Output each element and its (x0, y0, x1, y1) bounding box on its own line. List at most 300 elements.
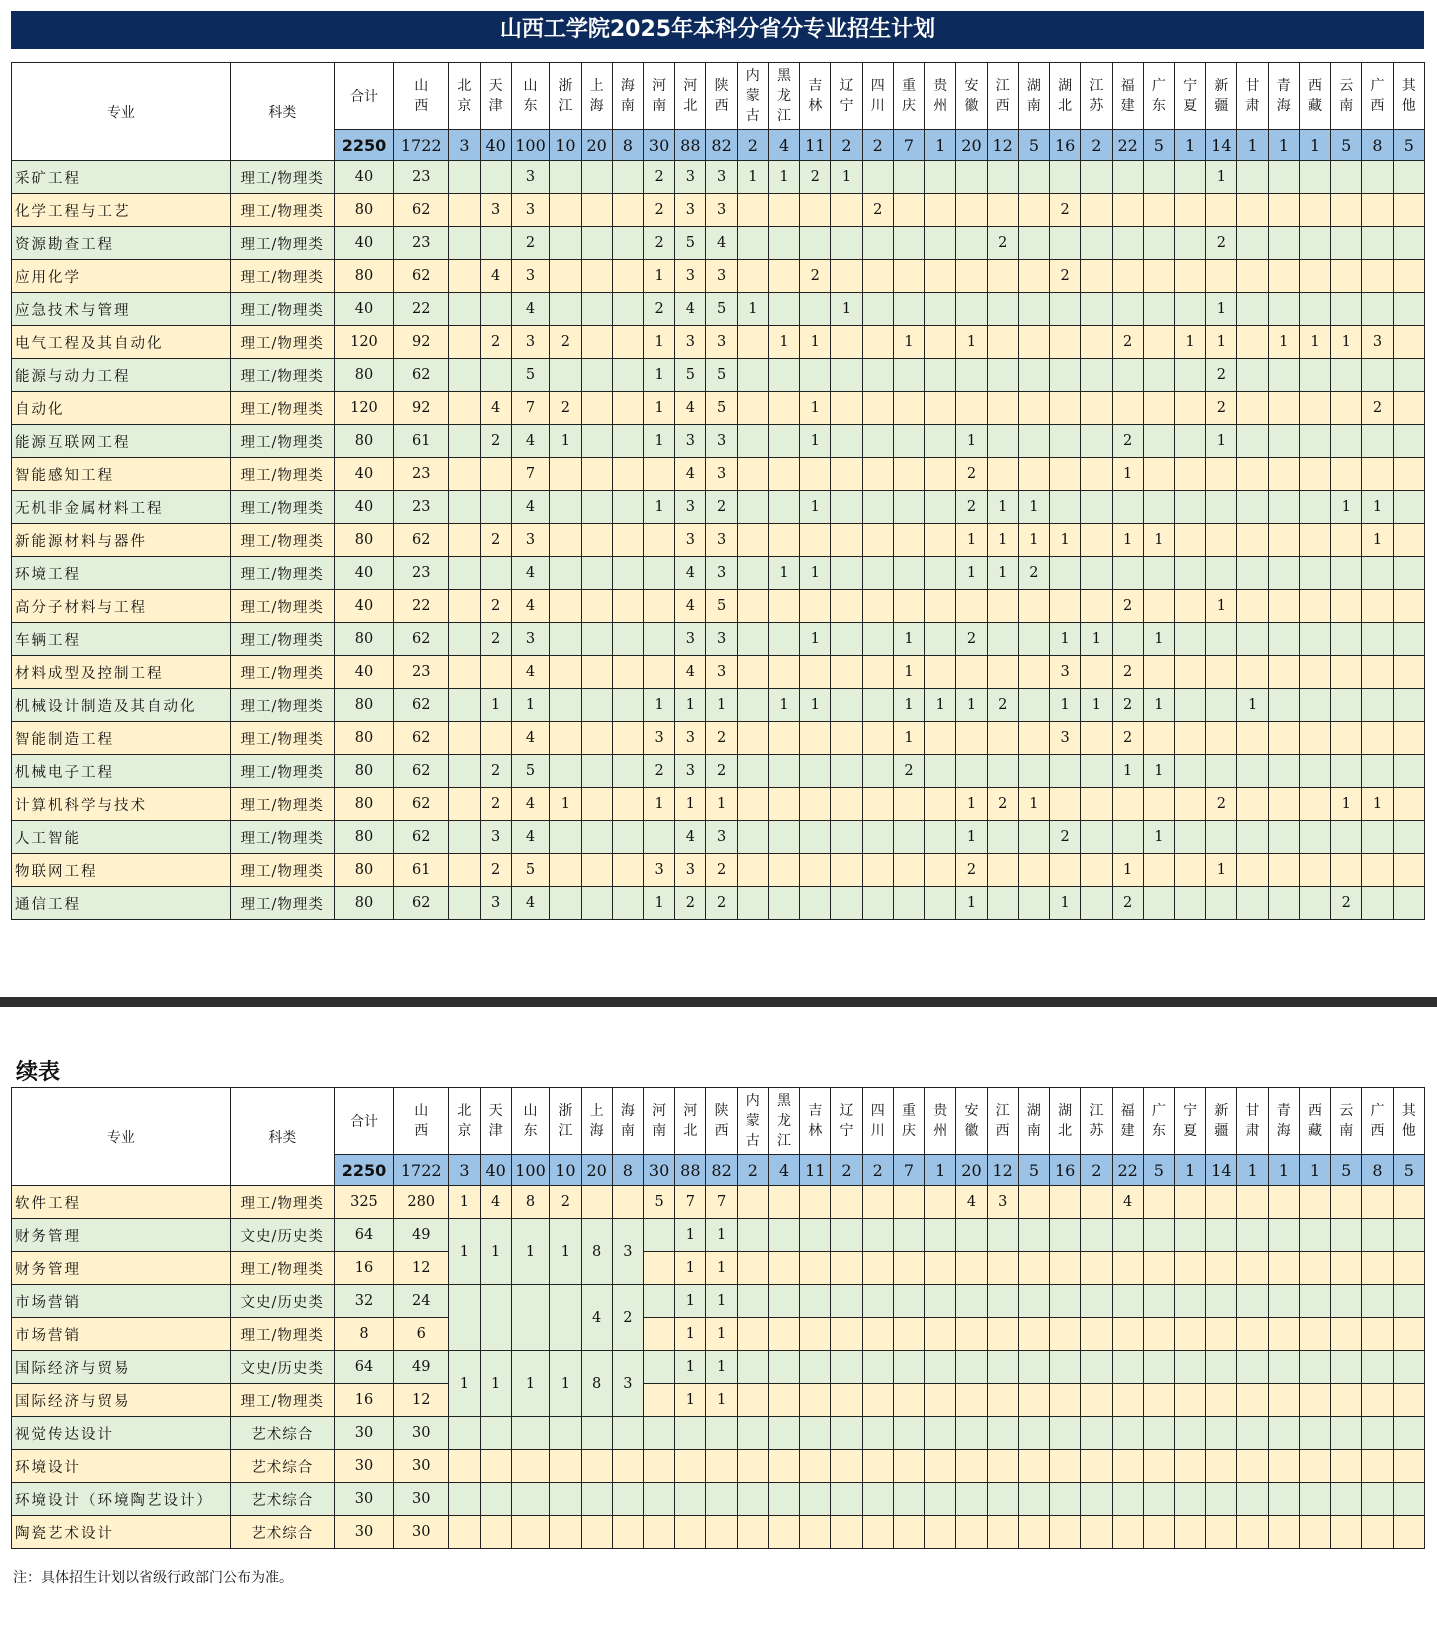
cell-province-27 (1268, 854, 1299, 887)
cell-province-16 (925, 1516, 956, 1549)
cell-province-22 (1112, 491, 1143, 524)
cell-category: 理工/物理类 (230, 722, 334, 755)
cell-province-10 (737, 821, 768, 854)
cell-province-8: 3 (675, 755, 706, 788)
totals-province-21: 2 (1081, 130, 1112, 161)
cell-province-1 (449, 656, 480, 689)
cell-province-29 (1331, 821, 1362, 854)
cell-province-11 (768, 1252, 799, 1285)
cell-province-30 (1362, 260, 1393, 293)
cell-major: 自动化 (12, 392, 231, 425)
cell-province-31 (1393, 1351, 1424, 1384)
cell-province-18: 2 (987, 689, 1018, 722)
cell-province-11 (768, 392, 799, 425)
totals-grand: 2250 (334, 1155, 393, 1186)
cell-major: 新能源材料与器件 (12, 524, 231, 557)
cell-province-29 (1331, 1318, 1362, 1351)
cell-province-10 (737, 788, 768, 821)
cell-province-3 (511, 1450, 550, 1483)
cell-province-19: 1 (1018, 788, 1049, 821)
cell-province-5 (581, 590, 612, 623)
cell-province-28 (1299, 425, 1330, 458)
cell-province-23 (1143, 1516, 1174, 1549)
page-title: 山西工学院2025年本科分省分专业招生计划 (11, 11, 1424, 49)
cell-province-7 (643, 1483, 674, 1516)
cell-province-29 (1331, 293, 1362, 326)
table-row (12, 524, 1425, 557)
cell-province-27 (1268, 1450, 1299, 1483)
cell-province-27 (1268, 524, 1299, 557)
cell-province-0: 62 (394, 689, 449, 722)
cell-province-16 (925, 887, 956, 920)
cell-province-16 (925, 1186, 956, 1219)
cell-province-19 (1018, 755, 1049, 788)
totals-province-4: 10 (550, 130, 581, 161)
cell-province-19 (1018, 590, 1049, 623)
totals-province-5: 20 (581, 130, 612, 161)
cell-province-28 (1299, 293, 1330, 326)
header-province-15: 重 庆 (893, 1088, 924, 1155)
cell-province-21 (1081, 1450, 1112, 1483)
cell-province-21 (1081, 491, 1112, 524)
cell-province-26 (1237, 359, 1268, 392)
cell-province-24 (1174, 887, 1205, 920)
cell-province-11 (768, 194, 799, 227)
header-province-22: 福 建 (1112, 63, 1143, 130)
cell-province-12 (800, 1186, 831, 1219)
cell-province-13 (831, 326, 862, 359)
cell-province-17 (956, 1318, 987, 1351)
cell-province-31 (1393, 821, 1424, 854)
cell-province-18 (987, 194, 1018, 227)
cell-province-3 (511, 1516, 550, 1549)
cell-province-19 (1018, 1252, 1049, 1285)
table-row (12, 491, 1425, 524)
cell-province-30 (1362, 557, 1393, 590)
cell-major: 软件工程 (12, 1186, 231, 1219)
cell-province-2 (480, 293, 511, 326)
cell-province-2 (480, 359, 511, 392)
cell-province-26 (1237, 887, 1268, 920)
cell-province-22 (1112, 1285, 1143, 1318)
cell-province-2: 3 (480, 887, 511, 920)
totals-province-9: 82 (706, 130, 737, 161)
cell-province-19 (1018, 722, 1049, 755)
cell-province-2 (480, 161, 511, 194)
totals-province-18: 12 (987, 1155, 1018, 1186)
cell-province-20 (1050, 557, 1081, 590)
cell-province-17 (956, 392, 987, 425)
cell-province-17 (956, 590, 987, 623)
header-province-1: 北 京 (449, 1088, 480, 1155)
totals-province-18: 12 (987, 130, 1018, 161)
cell-province-25 (1206, 1219, 1237, 1252)
cell-province-26 (1237, 557, 1268, 590)
cell-province-22 (1112, 1516, 1143, 1549)
cell-province-21 (1081, 458, 1112, 491)
header-province-18: 江 西 (987, 63, 1018, 130)
cell-province-19 (1018, 854, 1049, 887)
cell-province-7: 1 (643, 689, 674, 722)
table-row (12, 1483, 1425, 1516)
cell-province-12: 1 (800, 326, 831, 359)
cell-province-23 (1143, 458, 1174, 491)
totals-province-13: 2 (831, 1155, 862, 1186)
totals-province-29: 5 (1331, 130, 1362, 161)
cell-province-21 (1081, 656, 1112, 689)
cell-province-31 (1393, 755, 1424, 788)
cell-province-3: 4 (511, 788, 550, 821)
cell-province-4: 1 (550, 788, 581, 821)
cell-province-7 (643, 821, 674, 854)
cell-total: 80 (334, 425, 393, 458)
cell-major: 财务管理 (12, 1252, 231, 1285)
cell-province-9: 4 (706, 227, 737, 260)
cell-province-0: 12 (394, 1384, 449, 1417)
cell-province-15 (893, 161, 924, 194)
totals-province-15: 7 (893, 1155, 924, 1186)
cell-province-12 (800, 1483, 831, 1516)
cell-province-15: 1 (893, 623, 924, 656)
cell-province-14 (862, 1252, 893, 1285)
header-province-12: 吉 林 (800, 1088, 831, 1155)
cell-province-25 (1206, 1450, 1237, 1483)
header-province-27: 青 海 (1268, 63, 1299, 130)
cell-province-24 (1174, 755, 1205, 788)
cell-province-30 (1362, 1417, 1393, 1450)
cell-major: 智能感知工程 (12, 458, 231, 491)
cell-province-31 (1393, 491, 1424, 524)
cell-province-13 (831, 821, 862, 854)
cell-province-20 (1050, 1516, 1081, 1549)
totals-province-17: 20 (956, 130, 987, 161)
cell-province-18 (987, 1219, 1018, 1252)
cell-province-2: 4 (480, 260, 511, 293)
totals-province-16: 1 (925, 1155, 956, 1186)
cell-province-14 (862, 1186, 893, 1219)
cell-province-16 (925, 194, 956, 227)
cell-province-31 (1393, 1417, 1424, 1450)
cell-province-29: 2 (1331, 887, 1362, 920)
cell-province-15 (893, 821, 924, 854)
cell-province-1 (449, 194, 480, 227)
totals-province-23: 5 (1143, 1155, 1174, 1186)
cell-province-6 (612, 293, 643, 326)
cell-province-6 (612, 1450, 643, 1483)
cell-province-10 (737, 326, 768, 359)
cell-province-24 (1174, 557, 1205, 590)
cell-province-12 (800, 1384, 831, 1417)
cell-province-28 (1299, 1483, 1330, 1516)
cell-province-22 (1112, 1384, 1143, 1417)
cell-province-29 (1331, 656, 1362, 689)
header-province-26: 甘 肃 (1237, 63, 1268, 130)
cell-province-28 (1299, 1219, 1330, 1252)
cell-province-8: 1 (675, 1384, 706, 1417)
cell-province-31 (1393, 161, 1424, 194)
table-row (12, 623, 1425, 656)
cell-province-17: 1 (956, 821, 987, 854)
cell-province-14 (862, 491, 893, 524)
cell-province-10 (737, 1450, 768, 1483)
cell-province-17: 1 (956, 887, 987, 920)
cell-total: 325 (334, 1186, 393, 1219)
cell-province-9: 2 (706, 887, 737, 920)
cell-province-9: 3 (706, 821, 737, 854)
totals-province-14: 2 (862, 1155, 893, 1186)
cell-province-30 (1362, 1450, 1393, 1483)
cell-province-16 (925, 293, 956, 326)
cell-province-5 (581, 491, 612, 524)
cell-province-31 (1393, 194, 1424, 227)
cell-province-16 (925, 656, 956, 689)
cell-province-4 (550, 260, 581, 293)
cell-province-19 (1018, 1186, 1049, 1219)
cell-province-8: 3 (675, 491, 706, 524)
cell-province-8: 5 (675, 227, 706, 260)
cell-province-12 (800, 1516, 831, 1549)
cell-province-16 (925, 359, 956, 392)
cell-province-11 (768, 1417, 799, 1450)
cell-province-9: 5 (706, 590, 737, 623)
cell-province-2: 4 (480, 1186, 511, 1219)
cell-province-7 (643, 1285, 674, 1318)
header-province-27: 青 海 (1268, 1088, 1299, 1155)
header-province-25: 新 疆 (1206, 63, 1237, 130)
cell-province-29: 1 (1331, 491, 1362, 524)
cell-province-27 (1268, 590, 1299, 623)
cell-total: 80 (334, 821, 393, 854)
header-province-24: 宁 夏 (1174, 63, 1205, 130)
header-province-4: 浙 江 (550, 1088, 581, 1155)
cell-province-31 (1393, 524, 1424, 557)
cell-province-10 (737, 227, 768, 260)
cell-province-5 (581, 623, 612, 656)
header-province-18: 江 西 (987, 1088, 1018, 1155)
cell-province-20: 1 (1050, 689, 1081, 722)
cell-province-15 (893, 1252, 924, 1285)
cell-province-5 (581, 293, 612, 326)
cell-province-12: 1 (800, 557, 831, 590)
totals-province-23: 5 (1143, 130, 1174, 161)
cell-province-16 (925, 854, 956, 887)
cell-province-26 (1237, 1450, 1268, 1483)
cell-major: 计算机科学与技术 (12, 788, 231, 821)
cell-province-13 (831, 887, 862, 920)
cell-province-7 (643, 524, 674, 557)
cell-province-24 (1174, 788, 1205, 821)
cell-total: 40 (334, 227, 393, 260)
header-province-30: 广 西 (1362, 63, 1393, 130)
table-row (12, 227, 1425, 260)
cell-province-27 (1268, 788, 1299, 821)
cell-province-26 (1237, 491, 1268, 524)
cell-province-6 (612, 623, 643, 656)
cell-province-1 (449, 722, 480, 755)
cell-province-17: 1 (956, 425, 987, 458)
cell-province-29 (1331, 1351, 1362, 1384)
cell-province-2: 3 (480, 194, 511, 227)
cell-province-12 (800, 293, 831, 326)
cell-province-3: 3 (511, 524, 550, 557)
cell-province-3: 3 (511, 260, 550, 293)
cell-province-12 (800, 458, 831, 491)
cell-province-10 (737, 1186, 768, 1219)
cell-province-6 (612, 887, 643, 920)
cell-province-6 (612, 392, 643, 425)
cell-province-5 (581, 1417, 612, 1450)
cell-province-16 (925, 458, 956, 491)
cell-province-23 (1143, 656, 1174, 689)
cell-province-31 (1393, 1450, 1424, 1483)
cell-province-29: 1 (1331, 788, 1362, 821)
cell-province-7: 1 (643, 788, 674, 821)
cell-total: 30 (334, 1516, 393, 1549)
cell-province-5 (581, 194, 612, 227)
cell-province-13 (831, 227, 862, 260)
cell-province-10: 1 (737, 293, 768, 326)
cell-province-16 (925, 227, 956, 260)
cell-province-17 (956, 293, 987, 326)
cell-province-0: 22 (394, 293, 449, 326)
cell-province-26 (1237, 1318, 1268, 1351)
cell-province-6 (612, 260, 643, 293)
cell-province-2: 2 (480, 788, 511, 821)
header-province-16: 贵 州 (925, 63, 956, 130)
cell-province-31 (1393, 557, 1424, 590)
cell-province-12 (800, 590, 831, 623)
cell-province-3: 3 (511, 326, 550, 359)
cell-province-19 (1018, 623, 1049, 656)
cell-province-27 (1268, 887, 1299, 920)
cell-province-16 (925, 1417, 956, 1450)
cell-province-21: 1 (1081, 623, 1112, 656)
continuation-title: 续表 (16, 1060, 61, 1085)
cell-province-14 (862, 425, 893, 458)
cell-province-24 (1174, 1285, 1205, 1318)
cell-merged-hainan: 3 (612, 1351, 643, 1417)
totals-province-3: 100 (511, 1155, 550, 1186)
cell-province-29 (1331, 425, 1362, 458)
cell-province-3: 5 (511, 854, 550, 887)
cell-province-4: 2 (550, 392, 581, 425)
cell-province-11 (768, 260, 799, 293)
cell-province-15 (893, 1219, 924, 1252)
cell-province-5 (581, 887, 612, 920)
header-province-12: 吉 林 (800, 63, 831, 130)
cell-province-13 (831, 722, 862, 755)
cell-province-14 (862, 1384, 893, 1417)
cell-merged-hainan: 3 (612, 1219, 643, 1285)
cell-province-20 (1050, 1219, 1081, 1252)
cell-province-12: 1 (800, 689, 831, 722)
header-province-30: 广 西 (1362, 1088, 1393, 1155)
cell-province-8: 2 (675, 887, 706, 920)
cell-province-25 (1206, 656, 1237, 689)
cell-province-12 (800, 854, 831, 887)
header-province-11: 黑 龙 江 (768, 63, 799, 130)
table-row (12, 689, 1425, 722)
cell-province-25 (1206, 755, 1237, 788)
cell-province-22: 1 (1112, 755, 1143, 788)
cell-province-31 (1393, 260, 1424, 293)
cell-province-23 (1143, 854, 1174, 887)
cell-province-19 (1018, 887, 1049, 920)
cell-province-3: 3 (511, 623, 550, 656)
cell-province-8: 3 (675, 326, 706, 359)
cell-province-5 (581, 1186, 612, 1219)
cell-province-30: 2 (1362, 392, 1393, 425)
cell-category: 艺术综合 (230, 1516, 334, 1549)
cell-province-20 (1050, 755, 1081, 788)
header-province-15: 重 庆 (893, 63, 924, 130)
cell-province-21 (1081, 1285, 1112, 1318)
cell-province-15 (893, 392, 924, 425)
cell-province-25 (1206, 524, 1237, 557)
cell-province-13 (831, 359, 862, 392)
cell-province-25: 2 (1206, 227, 1237, 260)
cell-province-6 (612, 194, 643, 227)
cell-province-27 (1268, 1186, 1299, 1219)
cell-province-13 (831, 623, 862, 656)
cell-province-20 (1050, 1252, 1081, 1285)
cell-province-18 (987, 425, 1018, 458)
cell-province-11 (768, 1186, 799, 1219)
cell-province-1 (449, 557, 480, 590)
cell-province-0: 62 (394, 821, 449, 854)
cell-province-25 (1206, 1351, 1237, 1384)
cell-major: 陶瓷艺术设计 (12, 1516, 231, 1549)
cell-province-29 (1331, 1450, 1362, 1483)
cell-province-11 (768, 1351, 799, 1384)
cell-province-1 (449, 854, 480, 887)
header-total: 合计 (334, 63, 393, 130)
cell-category: 理工/物理类 (230, 1186, 334, 1219)
cell-major: 化学工程与工艺 (12, 194, 231, 227)
cell-province-5 (581, 260, 612, 293)
cell-province-5 (581, 458, 612, 491)
cell-province-20 (1050, 1483, 1081, 1516)
cell-province-3 (511, 1483, 550, 1516)
cell-province-4 (550, 623, 581, 656)
cell-province-21 (1081, 1318, 1112, 1351)
cell-province-18 (987, 1384, 1018, 1417)
cell-merged-shandong: 1 (511, 1351, 550, 1417)
totals-province-7: 30 (643, 130, 674, 161)
cell-category: 理工/物理类 (230, 524, 334, 557)
cell-province-25: 2 (1206, 359, 1237, 392)
header-province-31: 其 他 (1393, 63, 1424, 130)
cell-total: 40 (334, 656, 393, 689)
cell-province-6 (612, 1483, 643, 1516)
cell-province-14 (862, 590, 893, 623)
cell-province-16 (925, 557, 956, 590)
footnote: 注：具体招生计划以省级行政部门公布为准。 (13, 1570, 293, 1586)
totals-province-30: 8 (1362, 1155, 1393, 1186)
cell-province-5 (581, 392, 612, 425)
cell-province-29 (1331, 458, 1362, 491)
cell-province-31 (1393, 1252, 1424, 1285)
cell-province-13 (831, 755, 862, 788)
header-province-7: 河 南 (643, 63, 674, 130)
cell-province-18 (987, 161, 1018, 194)
cell-province-12 (800, 821, 831, 854)
cell-province-15 (893, 1384, 924, 1417)
cell-province-27 (1268, 689, 1299, 722)
cell-province-30: 1 (1362, 491, 1393, 524)
cell-province-2: 1 (480, 689, 511, 722)
header-province-3: 山 东 (511, 63, 550, 130)
